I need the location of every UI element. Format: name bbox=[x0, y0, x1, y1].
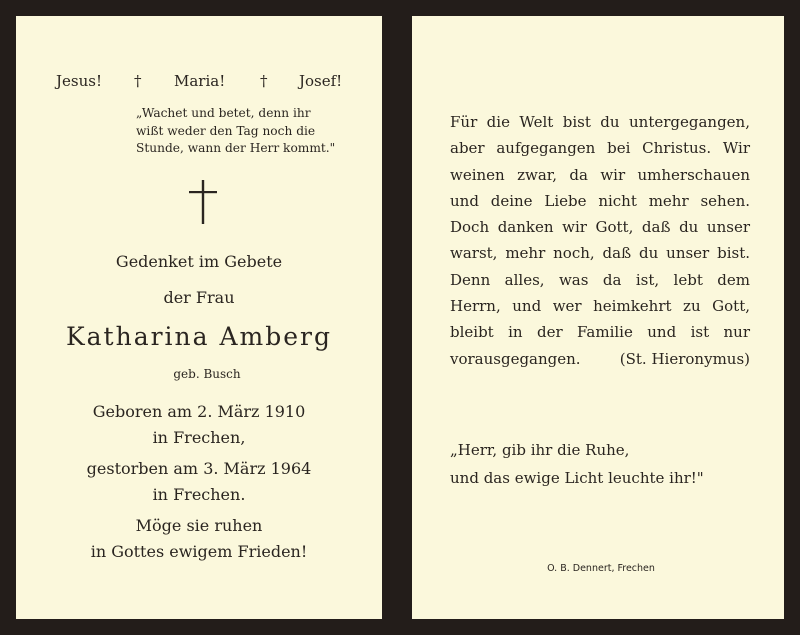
death-place: in Frechen. bbox=[152, 485, 246, 504]
dagger-icon: † bbox=[134, 72, 142, 90]
verse-line: Denn alles, was da ist, lebt dem bbox=[450, 270, 750, 289]
printer-imprint: O. B. Dennert, Frechen bbox=[547, 563, 655, 574]
gospel-quote bbox=[136, 105, 364, 158]
prayer-line: „Herr, gib ihr die Ruhe, bbox=[450, 441, 630, 459]
verse-line: und deine Liebe nicht mehr sehen. bbox=[450, 191, 750, 210]
verse-line: Herrn, und wer heimkehrt zu Gott, bbox=[450, 297, 750, 316]
verse-line: warst, mehr noch, daß du unser bist. bbox=[450, 244, 750, 263]
dagger-icon: † bbox=[260, 72, 268, 90]
verse-line: Für die Welt bist du untergegangen, bbox=[450, 113, 750, 131]
verse-line: aber aufgegangen bei Christus. Wir bbox=[450, 139, 750, 158]
right-card-panel bbox=[412, 16, 784, 619]
verse-source: (St. Hieronymus) bbox=[619, 349, 750, 368]
verse-line: bleibt in der Familie und ist nur bbox=[450, 323, 750, 342]
deceased-title: der Frau bbox=[163, 288, 235, 307]
invocation-jesus: Jesus! bbox=[56, 72, 102, 90]
prayer-line: und das ewige Licht leuchte ihr!" bbox=[450, 469, 704, 487]
peace-wish-line: Möge sie ruhen bbox=[135, 516, 263, 535]
verse-line: Doch danken wir Gott, daß du unser bbox=[450, 218, 750, 237]
gospel-quote-line: Stunde, wann der Herr kommt." bbox=[136, 141, 336, 155]
invocation-josef: Josef! bbox=[299, 72, 343, 90]
gospel-quote-line: „Wachet und betet, denn ihr bbox=[136, 106, 311, 120]
eternal-rest-prayer bbox=[450, 436, 704, 492]
death-date: gestorben am 3. März 1964 bbox=[86, 459, 312, 478]
birth-date: Geboren am 2. März 1910 bbox=[92, 402, 306, 421]
peace-wish bbox=[16, 513, 382, 565]
deceased-name: Katharina Amberg bbox=[65, 322, 333, 351]
maiden-name: geb. Busch bbox=[173, 367, 241, 381]
verse-final-word: vorausgegangen. bbox=[450, 349, 581, 368]
remembrance-line: Gedenket im Gebete bbox=[115, 252, 283, 271]
verse-last-line bbox=[450, 346, 750, 372]
verse-line: weinen zwar, da wir umherschauen bbox=[450, 165, 750, 184]
peace-wish-line: in Gottes ewigem Frieden! bbox=[90, 542, 308, 561]
hieronymus-verse bbox=[450, 109, 750, 372]
death-info bbox=[16, 456, 382, 508]
cross-icon bbox=[189, 180, 217, 224]
birth-place: in Frechen, bbox=[152, 428, 246, 447]
birth-info bbox=[16, 399, 382, 451]
left-card-panel bbox=[16, 16, 382, 619]
invocation-maria: Maria! bbox=[174, 72, 226, 90]
gospel-quote-line: wißt weder den Tag noch die bbox=[136, 123, 316, 138]
